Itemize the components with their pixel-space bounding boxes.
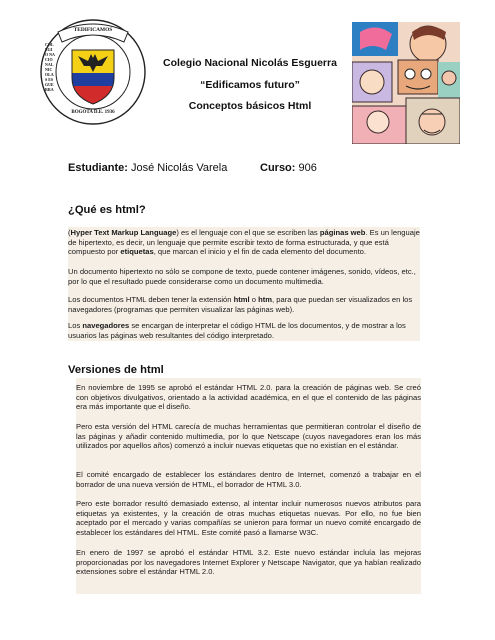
section1-paragraph-1: [68, 228, 420, 257]
section1-paragraph-2: Un documento hipertexto no sólo se compone de texto, puede contener imágenes, sonido, vídeos, etc., por lo que el resultado puede considerarse como un documento multimedia.: [68, 267, 416, 286]
school-logo: [36, 12, 150, 126]
document-subject: Conceptos básicos Html: [188, 100, 312, 112]
section1-text-block: [68, 227, 420, 341]
section1-paragraph-4: [68, 321, 420, 340]
section1-p1-run: , que marcan el inicio y el fin de cada elemento del documento.: [153, 247, 367, 257]
section1-p4-run: navegadores: [82, 321, 130, 330]
section1-p1-run: páginas web: [319, 228, 366, 237]
section1-paragraph-3: [68, 295, 420, 314]
section1-p4-run: se encargan de interpretar el código HTML de los documentos, y de mostrar a los usuarios las páginas web resultantes del código interpretado.: [68, 321, 406, 340]
course-label: Curso:: [260, 162, 296, 174]
student-name: José Nicolás Varela: [130, 162, 228, 174]
section2-paragraph-1: En noviembre de 1995 se aprobó el estándar HTML 2.0. para la creación de páginas web. Se creó con objetivos divulgativos, orientado a la actividad académica, en el que el contenido de las páginas era más importante que el diseño.: [76, 383, 421, 412]
section2-paragraph-2: Pero esta versión del HTML carecía de muchas herramientas que permitieran controlar el diseño de las páginas y añadir contenido multimedia, por lo que Netscape (cuyos navegadores eran los más utilizados por aquellos años) comenzó a incluir nuevas etiquetas que no existían en el estándar.: [76, 422, 421, 451]
school-name: Colegio Nacional Nicolás Esguerra: [163, 57, 337, 69]
section-heading-what-is-html: ¿Qué es html?: [68, 204, 146, 216]
section1-p3-run: , para que puedan ser visualizados en los navegadores (programas que permiten visualizar las páginas web).: [68, 295, 413, 314]
section1-p3-run: Los documentos HTML deben tener la extensión: [68, 295, 234, 304]
logo-bottom-text: BOGOTA D.E. 1936: [71, 110, 115, 115]
section1-p1-run: (: [68, 228, 71, 237]
section1-p3-run: o: [249, 295, 259, 304]
course-value: 906: [298, 162, 317, 174]
section1-p1-run: ) es el lenguaje con el que se escriben las: [176, 228, 320, 237]
logo-ring-text: COLEGIO NACIONAL NICOLAS ESGUERRA: [45, 42, 55, 92]
section1-p1-run: etiquetas: [120, 247, 154, 257]
course-line: [260, 162, 317, 174]
comic-illustration: [352, 22, 460, 144]
school-motto: “Edificamos futuro”: [200, 79, 300, 91]
logo-ribbon-text: TEDIFICAMOS: [73, 27, 113, 33]
section1-p3-run: html: [233, 295, 250, 304]
section2-paragraph-4: Pero este borrador resultó demasiado extenso, al intentar incluir numerosos nuevos atributos para etiquetas ya existentes, y la creación de otras muchas etiquetas nuevas. Por ello, no fue bien aceptado por el mercado y varias compañías se unieron para formar un nuevo comité encargado de establecer los estándares del HTML. Este comité pasó a llamarse W3C.: [76, 499, 421, 538]
section1-p3-run: htm: [258, 295, 273, 304]
section1-p1-run: . Es un lenguaje de hipertexto, es decir, un lenguaje que permite escribir texto de forma estructurada, y que está compuesto por: [68, 228, 420, 257]
section2-text-block: [76, 378, 421, 594]
section2-paragraph-5: En enero de 1997 se aprobó el estándar HTML 3.2. Este nuevo estándar incluía las mejoras proporcionadas por los navegadores Internet Explorer y Netscape Navigator, que ya habían realizado extensiones sobre el estándar HTML 2.0.: [76, 548, 421, 577]
section-heading-html-versions: Versiones de html: [68, 364, 164, 376]
student-line: [68, 162, 227, 174]
student-label: Estudiante:: [68, 162, 128, 174]
section1-p4-run: Los: [68, 321, 83, 330]
section1-p1-run: Hyper Text Markup Language: [70, 228, 177, 237]
section2-paragraph-3: El comité encargado de establecer los estándares dentro de Internet, comenzó a trabajar en el borrador de una nueva versión de HTML, el borrador de HTML 3.0.: [76, 470, 421, 489]
